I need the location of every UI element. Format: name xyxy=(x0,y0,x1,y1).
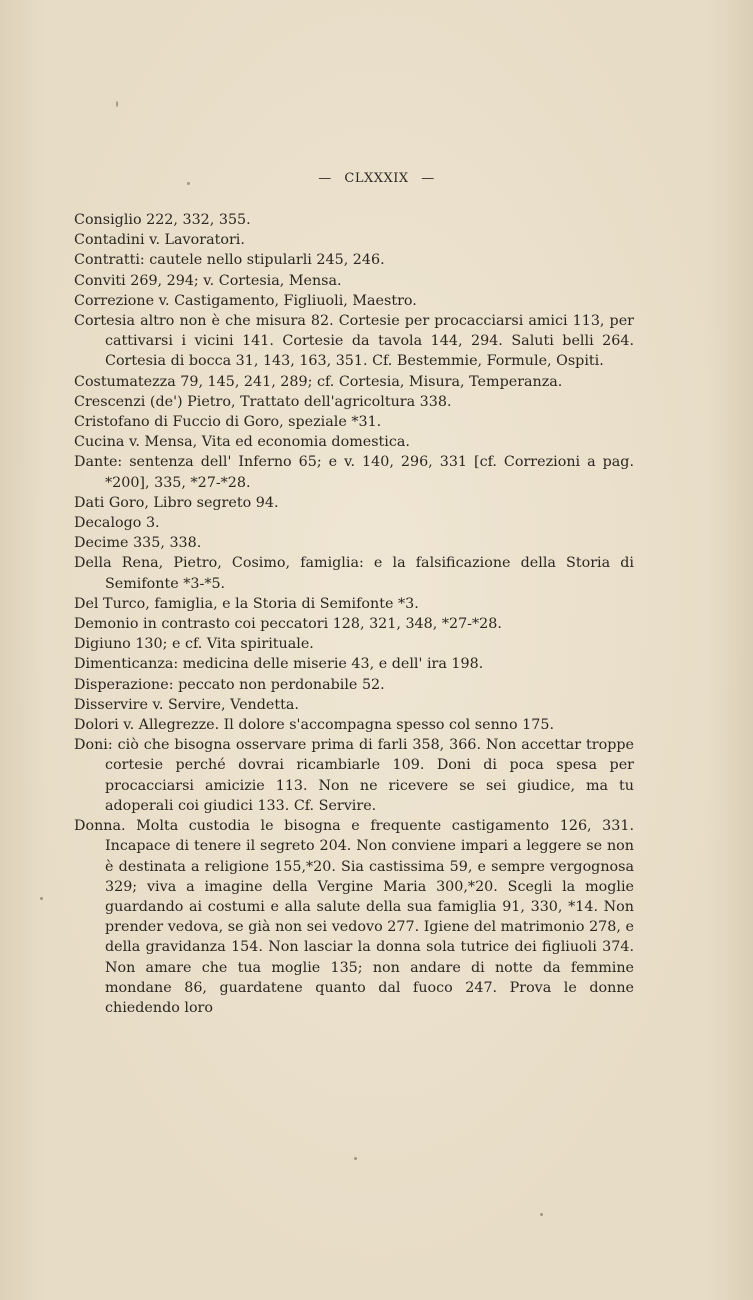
index-entry: Doni: ciò che bisogna osservare prima di farli 358, 366. Non accettar troppe cortesie perché dovrai ricambiarle 109. Doni di poca spesa per procacciarsi amicizie 113. Non ne ricevere se sei giudice, ma tu adoperali coi giudici 133. Cf. Servire. xyxy=(74,737,634,814)
page-header: — CLXXXIX — xyxy=(318,171,435,186)
index-entries xyxy=(74,210,634,1018)
folio-number: CLXXXIX xyxy=(344,171,409,186)
index-entry: Cortesia altro non è che misura 82. Cortesie per procacciarsi amici 113, per cattivarsi i vicini 141. Cortesie da tavola 144, 294. Saluti belli 264. Cortesia di bocca 31, 143, 163, 351. Cf. Bestemmie, Formule, Ospiti. xyxy=(74,313,634,370)
index-entry: Crescenzi (de') Pietro, Trattato dell'agricoltura 338. xyxy=(74,393,452,410)
index-entry: Demonio in contrasto coi peccatori 128, 321, 348, *27-*28. xyxy=(74,616,502,633)
index-entry: Donna. Molta custodia le bisogna e frequente castigamento 126, 331. Incapace di tenere il segreto 204. Non conviene impari a leggere se non è destinata a religione 155,*20. Sia castissima 59, e sempre vergognosa 329; viva a imagine della Vergine Maria 300,*20. Scegli la moglie guardando ai costumi e alla salute della sua famiglia 91, 330, *14. Non prender vedova, se già non sei vedovo 277. Igiene del matrimonio 278, e della gravidanza 154. Non lasciar la donna sola tutrice dei figliuoli 374. Non amare che tua moglie 135; non andare di notte da femmine mondane 86, guardatene quanto dal fuoco 247. Prova le donne chiedendo loro xyxy=(74,818,634,1016)
index-entry: Cristofano di Fuccio di Goro, speziale *31. xyxy=(74,414,382,431)
index-entry: Cucina v. Mensa, Vita ed economia domestica. xyxy=(74,434,410,451)
index-entry: Costumatezza 79, 145, 241, 289; cf. Cortesia, Misura, Temperanza. xyxy=(74,373,563,390)
index-entry: Disperazione: peccato non perdonabile 52. xyxy=(74,676,385,693)
index-entry: Decalogo 3. xyxy=(74,515,160,532)
index-entry: Contratti: cautele nello stipularli 245, 246. xyxy=(74,252,385,269)
index-entry: Decime 335, 338. xyxy=(74,535,202,552)
index-entry: Correzione v. Castigamento, Figliuoli, Maestro. xyxy=(74,292,417,309)
index-entry: Del Turco, famiglia, e la Storia di Semifonte *3. xyxy=(74,595,419,612)
index-entry: Conviti 269, 294; v. Cortesia, Mensa. xyxy=(74,272,342,289)
index-entry: Dimenticanza: medicina delle miserie 43, e dell' ira 198. xyxy=(74,656,484,673)
index-entry: Dolori v. Allegrezze. Il dolore s'accompagna spesso col senno 175. xyxy=(74,717,554,734)
index-entry: Digiuno 130; e cf. Vita spirituale. xyxy=(74,636,314,653)
index-entry: Dati Goro, Libro segreto 94. xyxy=(74,494,279,511)
index-entry: Consiglio 222, 332, 355. xyxy=(74,212,251,228)
index-entry: Contadini v. Lavoratori. xyxy=(74,232,245,249)
index-entry: Disservire v. Servire, Vendetta. xyxy=(74,696,299,713)
index-entry: Della Rena, Pietro, Cosimo, famiglia: e la falsificazione della Storia di Semifonte *3-*5. xyxy=(74,555,634,592)
index-entry: Dante: sentenza dell' Inferno 65; e v. 140, 296, 331 [cf. Correzioni a pag. *200], 335, *27-*28. xyxy=(74,454,634,491)
